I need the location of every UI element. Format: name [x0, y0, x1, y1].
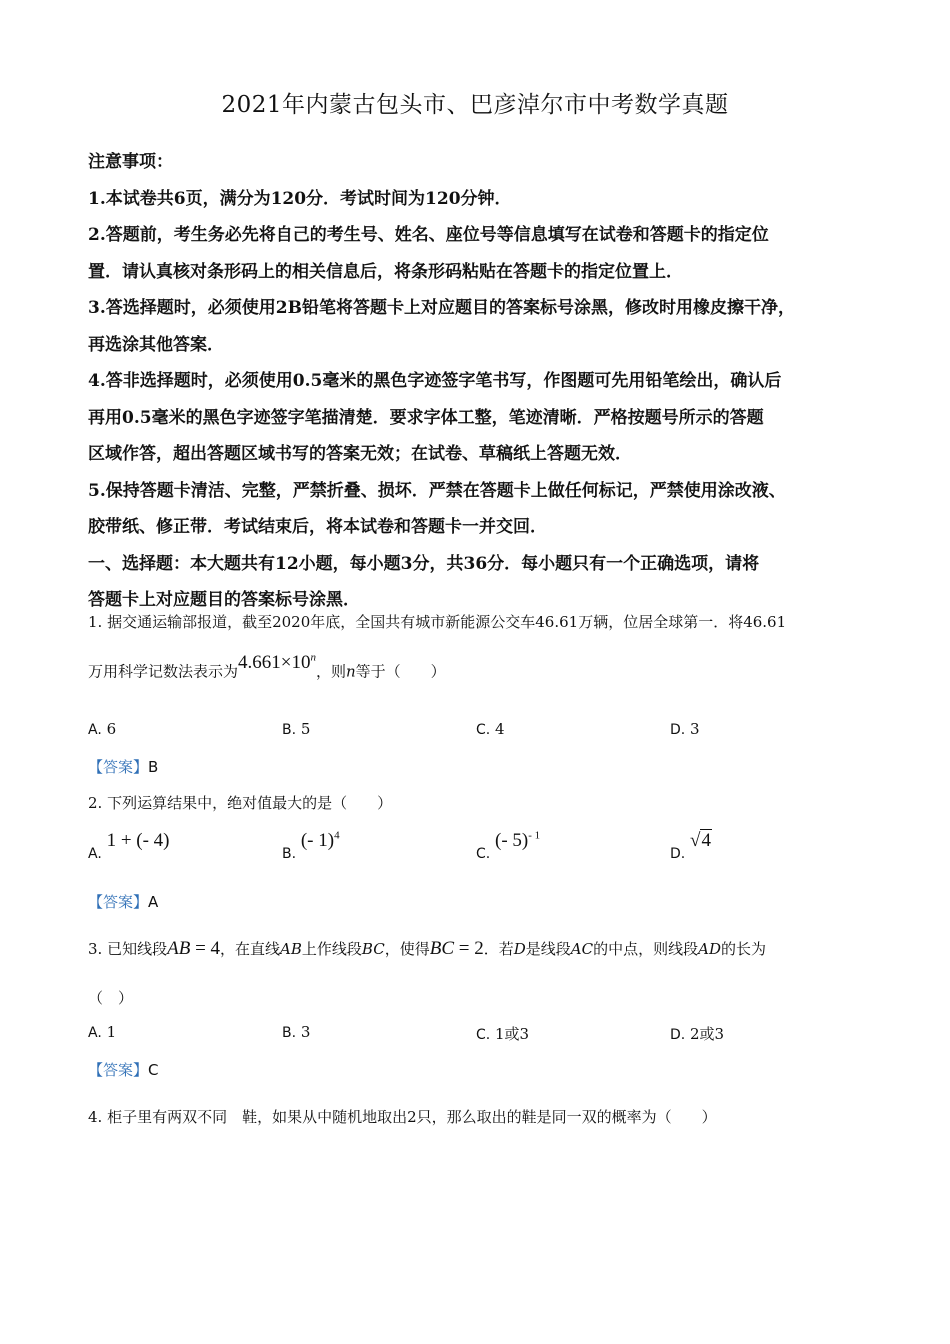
square-root-expression: √4 [690, 830, 711, 851]
q3-variable: AD [698, 940, 721, 958]
q3-formula-var: AB [167, 938, 191, 959]
q3-formula-var: BC [429, 938, 454, 959]
expression-base: (- 1) [300, 830, 335, 852]
option-text: 6 [106, 720, 117, 738]
question-1-answer [88, 756, 158, 777]
instruction-line: 再选涂其他答案． [88, 334, 224, 355]
option-expression [495, 830, 540, 851]
option-text: 4 [495, 720, 505, 738]
q3-formula-ab [167, 938, 220, 959]
q3-formula-bc [430, 938, 484, 959]
q3-formula-rhs: = 2 [454, 938, 484, 959]
option-letter: D. [670, 846, 686, 862]
q1-text-post: 等于（ ） [355, 662, 446, 681]
q1-formula [238, 652, 316, 673]
option-letter: A. [88, 1025, 102, 1041]
question-3-text-cont: （ ） [88, 989, 134, 1007]
option-letter: C. [476, 846, 491, 863]
option-text: 3 [690, 720, 700, 738]
option-d [670, 830, 712, 862]
answer-tag: 【答案】 [88, 1061, 149, 1079]
option-text: 2或3 [690, 1025, 725, 1043]
question-3-answer [88, 1059, 159, 1080]
q3-text: ，在直线 [220, 940, 281, 958]
instruction-line: 区域作答，超出答题区域书写的答案无效；在试卷、草稿纸上答题无效． [88, 444, 632, 464]
question-1-text-cont [88, 652, 446, 682]
q3-text: 的中点，则线段 [593, 940, 699, 958]
option-expression [301, 830, 340, 851]
instruction-line: 置．请认真核对条形码上的相关信息后，将条形码粘贴在答题卡的指定位置上． [88, 261, 683, 282]
question-1-text: 1. 据交通运输部报道，截至2020年底，全国共有城市新能源公交车46.61万辆，位居全球第一．将46.61 [88, 613, 787, 631]
answer-value: A [148, 893, 159, 911]
section-heading: 一、选择题：本大题共有12小题，每小题3分，共36分．每小题只有一个正确选项，请将 [88, 553, 760, 574]
instructions-block [88, 144, 878, 619]
option-letter: B. [282, 1025, 297, 1041]
q3-variable: AB [280, 940, 302, 958]
q3-text: 的长为 [720, 940, 766, 958]
q1-text-pre: 万用科学记数法表示为 [88, 662, 239, 681]
option-letter: B. [282, 846, 297, 863]
option-letter: D. [670, 1027, 686, 1043]
question-3-text [88, 938, 766, 960]
option-c [476, 1023, 529, 1044]
option-c [476, 830, 541, 863]
q1-text-mid: ，则 [315, 662, 346, 681]
radicand: 4 [701, 830, 711, 851]
option-a [88, 830, 170, 862]
expression-base: (- 5) [495, 830, 529, 852]
q3-text: 上作线段 [301, 940, 362, 958]
option-letter: A. [88, 846, 102, 862]
question-1-options [88, 720, 868, 750]
q1-formula-exponent: n [310, 652, 316, 664]
q1-variable: n [346, 662, 356, 681]
instruction-line: 再用0.5毫米的黑色字迹签字笔描清楚．要求字体工整，笔迹清晰．严格按题号所示的答题 [88, 407, 764, 428]
option-d [670, 720, 700, 738]
answer-value: C [148, 1061, 159, 1079]
instruction-line: 2.答题前，考生务必先将自己的考生号、姓名、座位号等信息填写在试卷和答题卡的指定位 [88, 225, 769, 245]
option-letter: D. [670, 722, 686, 738]
q3-formula-rhs: = 4 [190, 938, 221, 959]
option-b [282, 830, 340, 863]
option-text: 3 [300, 1023, 311, 1041]
option-letter: A. [88, 722, 102, 738]
q3-variable: AC [570, 940, 594, 958]
q3-text: ．若 [483, 940, 514, 958]
option-expression: 1 + (- 4) [106, 830, 170, 851]
q3-variable: D [513, 940, 526, 958]
question-2-options [88, 830, 868, 863]
answer-value: B [148, 758, 159, 776]
q3-text: ，使得 [384, 940, 430, 958]
expression-exponent: - 1 [528, 830, 541, 842]
answer-tag: 【答案】 [88, 758, 149, 776]
q3-text: 是线段 [525, 940, 571, 958]
option-text: 1 [106, 1023, 117, 1041]
q3-text: 3. 已知线段 [88, 940, 168, 958]
option-b [282, 1023, 310, 1041]
instructions-heading: 注意事项： [88, 152, 173, 172]
option-a [88, 1023, 116, 1041]
option-d [670, 1023, 724, 1044]
option-text: 1或3 [495, 1025, 530, 1043]
option-letter: C. [476, 722, 491, 738]
question-2-text: 2. 下列运算结果中，绝对值最大的是（ ） [88, 794, 393, 812]
instruction-line: 5.保持答题卡清洁、完整，严禁折叠、损坏．严禁在答题卡上做任何标记，严禁使用涂改液、 [88, 480, 786, 501]
question-3-options [88, 1023, 868, 1053]
answer-tag: 【答案】 [88, 893, 149, 911]
expression-exponent: 4 [334, 830, 340, 842]
page-title: 2021年内蒙古包头市、巴彦淖尔市中考数学真题 [221, 92, 729, 118]
option-b [282, 720, 310, 738]
option-a [88, 720, 116, 738]
q1-formula-base: 4.661×10 [238, 652, 311, 674]
section-heading: 答题卡上对应题目的答案标号涂黑． [88, 590, 360, 610]
question-2-answer [88, 891, 158, 912]
option-letter: B. [282, 722, 297, 738]
instruction-line: 胶带纸、修正带．考试结束后，将本试卷和答题卡一并交回． [88, 517, 547, 537]
option-text: 5 [300, 720, 311, 738]
instruction-line: 1.本试卷共6页，满分为120分．考试时间为120分钟． [88, 188, 512, 209]
instruction-line: 3.答选择题时，必须使用2B铅笔将答题卡上对应题目的答案标号涂黑，修改时用橡皮擦干净， [88, 298, 795, 318]
q3-variable: BC [361, 940, 385, 958]
option-c [476, 720, 505, 738]
option-letter: C. [476, 1027, 491, 1043]
instruction-line: 4.答非选择题时，必须使用0.5毫米的黑色字迹签字笔书写，作图题可先用铅笔绘出，确认后 [88, 371, 782, 391]
question-4-text: 4. 柜子里有两双不同 鞋，如果从中随机地取出2只，那么取出的鞋是同一双的概率为（ ） [88, 1108, 717, 1126]
